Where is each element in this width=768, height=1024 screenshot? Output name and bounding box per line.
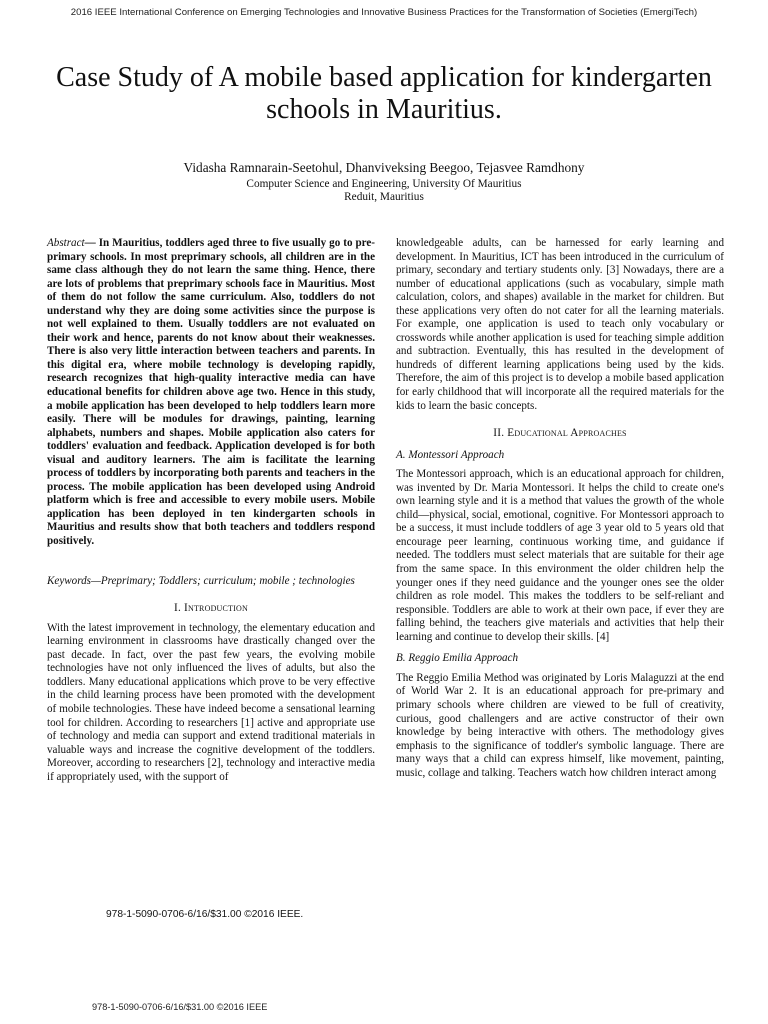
paper-title: Case Study of A mobile based application for kindergarten schools in Mauritius. — [56, 62, 712, 125]
subsection-heading-montessori: A. Montessori Approach — [396, 448, 505, 461]
abstract-text: In Mauritius, toddlers aged three to five usually go to pre-primary schools. In most preprimary schools, all children are in the same class although they do not learn the same thing. Hence, there are lots of problems that preprimary schools face in Mauritius. Most of them do not follow the same curriculum. Also, toddlers do not understand why they are doing some activities since the purpose is not well explained to them. Usually toddlers are not evaluated on their work and hence, parents do not know about their weaknesses. There is also very little interaction between teachers and parents. In this digital era, where mobile technology is developing rapidly, research recognizes that high-quality interactive media can have educational benefits for children above age two. Hence in this study, a mobile application has been developed to help toddlers learn more easily. There will be modules for drawings, painting, learning alphabets, numbers and shapes. Mobile application also caters for toddlers' evaluation and feedback. Application developed is for both visual and auditory learners. The aim is facilitate the learning process of toddlers by incorporating both parents and teachers in the process. The mobile application has been developed using Android platform which is free and accessible to every mobile users. Mobile application has been deployed in ten kindergarten schools in Mauritius and results show that both teachers and toddlers respond positively. — [47, 237, 375, 548]
montessori-paragraph: The Montessori approach, which is an educational approach for children, was invented by Dr. Maria Montessori. It helps the child to create one's own learning style and it is a method that values the growth of the whole child—physical, social, emotional, cognitive. For Montessori approach to be a success, it must include toddlers of age 3 year old to 5 years old that encourage peer learning, continuous working time, and guidance if needed. The toddlers must select materials that are suitable for their age from the same space. In this environment the older children help the younger ones if they need guidance and the younger ones see the older children as role model. This makes the toddlers to be self-reliant and responsible. Toddlers are able to work at their own pace, if ever they are falling behind, the teachers give materials and activities that help their learning and continue to develop their skills. [4] — [396, 468, 724, 643]
affiliation — [60, 178, 708, 205]
author-list: Vidasha Ramnarain-Seetohul, Dhanviveksing Beegoo, Tejasvee Ramdhony — [183, 160, 585, 175]
keywords: Keywords—Preprimary; Toddlers; curriculum; mobile ; technologies — [47, 574, 355, 587]
copyright-footer: 978-1-5090-0706-6/16/$31.00 ©2016 IEEE — [92, 1002, 268, 1012]
right-column — [396, 237, 724, 780]
copyright-notice: 978-1-5090-0706-6/16/$31.00 ©2016 IEEE. — [106, 909, 304, 920]
subsection-heading-reggio-emilia: B. Reggio Emilia Approach — [396, 652, 519, 665]
section-heading-educational-approaches: II. Educational Approaches — [493, 427, 627, 440]
introduction-continued: knowledgeable adults, can be harnessed for early learning and development. In Mauritius, ICT has been introduced in the curriculum of primary, secondary and tertiary students only. [3] Nowadays, there are a number of educational applications (such as vocabulary, simple math calculation, colors, and shapes) available in the market for children. But these applications very often do not cater for all the learning materials. For example, one application is used to teach only vocabulary or crosswords while another application is used for teaching simple addition and subtraction. Eventually, this has resulted in the development of hundreds of different learning applications being used by the kids. Therefore, the aim of this project is to develop a mobile based application for early childhood that will incorporate all the required materials for the kids to learn the basic concepts. — [396, 237, 724, 412]
section-heading-introduction: I. Introduction — [174, 602, 248, 615]
conference-header: 2016 IEEE International Conference on Emerging Technologies and Innovative Business Practices for the Transformation of Societies (EmergiTech) — [70, 7, 698, 18]
abstract — [47, 237, 375, 549]
affiliation-location: Reduit, Mauritius — [344, 191, 424, 204]
introduction-paragraph: With the latest improvement in technology, the elementary education and learning environment in classrooms have drastically changed over the past decade. In fact, over the past few years, the evolving mobile technologies have not only influenced the lives of adults, but also the toddlers. Many educational applications which prove to be very effective in the child learning process have been promoted with the development of mobile technologies. These have indeed become a sensational learning tool for children. According to researchers [1] active and appropriate use of technology and media can support and extend traditional materials in valuable ways and increase the cognitive development of the toddlers. Moreover, according to researchers [2], technology and interactive media if appropriately used, with the support of — [47, 621, 375, 783]
abstract-dash: — — [84, 237, 99, 249]
abstract-label: Abstract — [47, 237, 85, 249]
reggio-emilia-paragraph: The Reggio Emilia Method was originated by Loris Malaguzzi at the end of World War 2. It is an educational approach for pre-primary and primary schools where children are viewed to be full of creativity, curious, good challengers and are active constructor of their own knowledge by being interactive with others. The methodology gives emphasis to the significance of toddler's symbolic language. There are many ways that a child can express himself, like movement, painting, music, collage and talking. Teachers watch how children interact among — [396, 671, 724, 779]
left-column — [47, 237, 375, 784]
affiliation-department: Computer Science and Engineering, University Of Mauritius — [246, 178, 522, 190]
